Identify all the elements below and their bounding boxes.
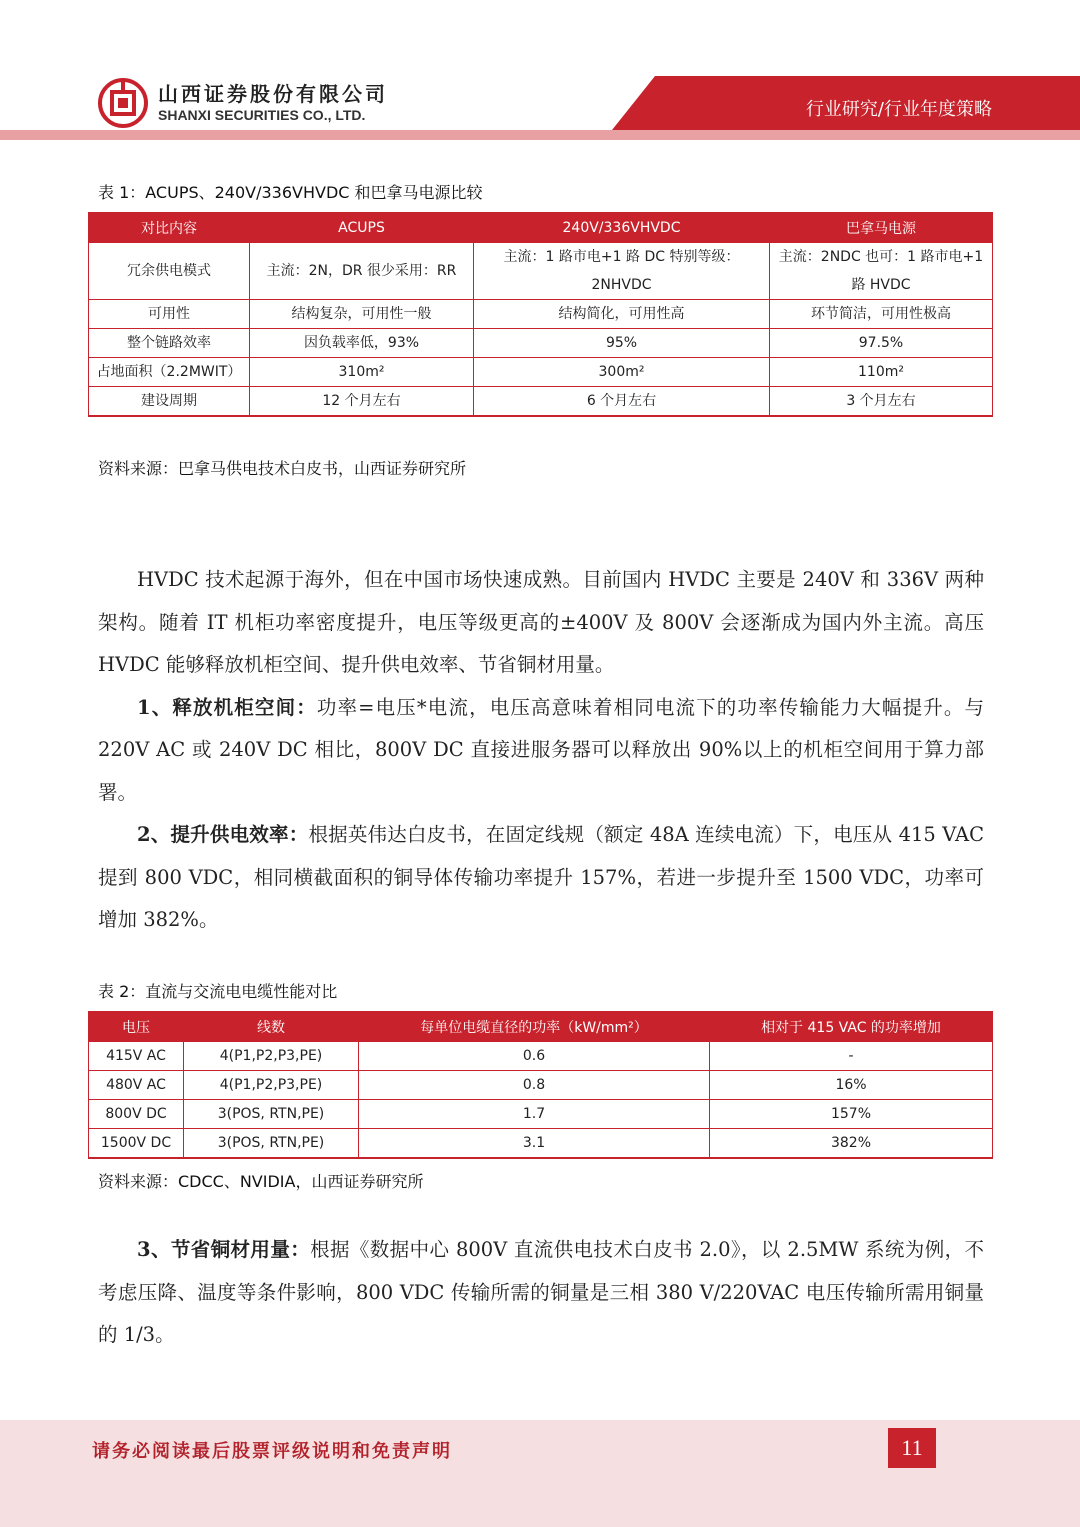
table2 (88, 1011, 993, 1159)
body-section-1 (98, 559, 984, 942)
company-logo-icon (98, 78, 148, 128)
table-cell: 157% (710, 1100, 993, 1129)
table-cell: 110m² (770, 358, 993, 387)
table-row (89, 358, 993, 387)
table-row (89, 243, 993, 300)
paragraph (98, 687, 984, 815)
table1-source: 资料来源：巴拿马供电技术白皮书，山西证券研究所 (98, 459, 467, 478)
table-cell: 415V AC (89, 1042, 184, 1071)
table-row (89, 1100, 993, 1129)
paragraph-text: 根据英伟达白皮书，在固定线规（额定 48A 连续电流）下，电压从 415 VAC 提到 800 VDC，相同横截面积的铜导体传输功率提升 157%，若进一步提升至 1500 VDC，功率可增加 382%。 (98, 823, 985, 931)
table-cell: 占地面积（2.2MWIT） (89, 358, 250, 387)
table-cell: 95% (474, 329, 770, 358)
disclaimer-text: 请务必阅读最后股票评级说明和免责声明 (92, 1441, 452, 1462)
table-cell: 建设周期 (89, 387, 250, 417)
table-cell: 结构复杂，可用性一般 (250, 300, 474, 329)
table-cell: 0.8 (359, 1071, 710, 1100)
table-cell: 主流：1 路市电+1 路 DC 特别等级：2NHVDC (474, 243, 770, 300)
table-cell: 主流：2N，DR 很少采用：RR (250, 243, 474, 300)
paragraph (98, 814, 984, 942)
table-cell: 382% (710, 1129, 993, 1159)
table-cell: 环节简洁，可用性极高 (770, 300, 993, 329)
report-category: 行业研究/行业年度策略 (805, 99, 992, 120)
page-number: 11 (888, 1428, 936, 1468)
paragraph-lead: 3、节省铜材用量： (137, 1238, 311, 1261)
table2-source: 资料来源：CDCC、NVIDIA，山西证券研究所 (98, 1172, 424, 1191)
table-cell: 冗余供电模式 (89, 243, 250, 300)
body-section-2 (98, 1229, 984, 1357)
table-cell: 3.1 (359, 1129, 710, 1159)
table1 (88, 212, 993, 417)
table1-header-cell: 对比内容 (89, 213, 250, 243)
table-cell: 800V DC (89, 1100, 184, 1129)
table-row (89, 329, 993, 358)
page-header (0, 0, 1080, 150)
table-cell: 因负载率低，93% (250, 329, 474, 358)
table1-header-cell: ACUPS (250, 213, 474, 243)
table-cell: 1500V DC (89, 1129, 184, 1159)
paragraph-text: 根据《数据中心 800V 直流供电技术白皮书 2.0》，以 2.5MW 系统为例，不考虑压降、温度等条件影响，800 VDC 传输所需的铜量是三相 380 V/220VAC 电压传输所需用铜量的 1/3。 (98, 1238, 984, 1346)
paragraph-lead: 2、提升供电效率： (137, 823, 309, 846)
company-name-en: SHANXI SECURITIES CO., LTD. (158, 107, 366, 123)
table-cell: 结构简化，可用性高 (474, 300, 770, 329)
company-name-cn: 山西证券股份有限公司 (158, 82, 388, 106)
table-row (89, 1042, 993, 1071)
table2-header-cell: 电压 (89, 1012, 184, 1042)
table-cell: 0.6 (359, 1042, 710, 1071)
table-cell: 310m² (250, 358, 474, 387)
table1-caption: 表 1：ACUPS、240V/336VHVDC 和巴拿马电源比较 (98, 183, 483, 202)
paragraph (98, 1229, 984, 1357)
table-cell: - (710, 1042, 993, 1071)
table-cell: 6 个月左右 (474, 387, 770, 417)
paragraph-text: 功率=电压*电流，电压高意味着相同电流下的功率传输能力大幅提升。与 220V AC 或 240V DC 相比，800V DC 直接进服务器可以释放出 90%以上的机柜空间用于算力部署。 (98, 695, 984, 804)
table2-header-row (89, 1012, 993, 1042)
table-cell: 可用性 (89, 300, 250, 329)
table-cell: 整个链路效率 (89, 329, 250, 358)
table1-header-row (89, 213, 993, 243)
table-cell: 主流：2NDC 也可：1 路市电+1 路 HVDC (770, 243, 993, 300)
table-row (89, 387, 993, 417)
table1-header-cell: 240V/336VHVDC (474, 213, 770, 243)
table-row (89, 1129, 993, 1159)
table2-header-cell: 相对于 415 VAC 的功率增加 (710, 1012, 993, 1042)
table1-header-cell: 巴拿马电源 (770, 213, 993, 243)
table-cell: 97.5% (770, 329, 993, 358)
table-cell: 300m² (474, 358, 770, 387)
table-cell: 16% (710, 1071, 993, 1100)
table2-caption: 表 2：直流与交流电电缆性能对比 (98, 982, 338, 1001)
paragraph: HVDC 技术起源于海外，但在中国市场快速成熟。目前国内 HVDC 主要是 240V 和 336V 两种架构。随着 IT 机柜功率密度提升，电压等级更高的±400V 及 800V 会逐渐成为国内外主流。高压 HVDC 能够释放机柜空间、提升供电效率、节省铜材用量。 (98, 568, 984, 676)
table-cell: 3(POS, RTN,PE) (184, 1129, 359, 1159)
table-cell: 3(POS, RTN,PE) (184, 1100, 359, 1129)
company-logo-group (98, 78, 388, 128)
table-cell: 4(P1,P2,P3,PE) (184, 1042, 359, 1071)
table-row (89, 1071, 993, 1100)
table-cell: 480V AC (89, 1071, 184, 1100)
table-cell: 1.7 (359, 1100, 710, 1129)
table2-header-cell: 每单位电缆直径的功率（kW/mm²） (359, 1012, 710, 1042)
paragraph-lead: 1、释放机柜空间： (137, 695, 317, 719)
table-cell: 12 个月左右 (250, 387, 474, 417)
table2-header-cell: 线数 (184, 1012, 359, 1042)
table-cell: 3 个月左右 (770, 387, 993, 417)
table-cell: 4(P1,P2,P3,PE) (184, 1071, 359, 1100)
table-row (89, 300, 993, 329)
